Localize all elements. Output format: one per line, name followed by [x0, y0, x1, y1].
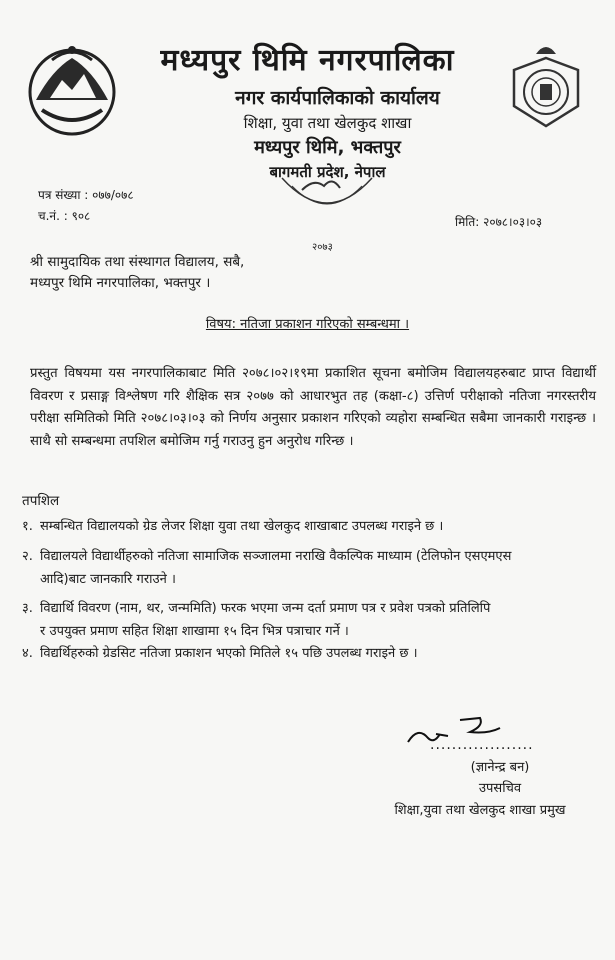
- location-line: मध्यपुर थिमि, भक्तपुर: [254, 137, 401, 158]
- municipality-title: मध्यपुर थिमि नगरपालिका: [160, 43, 455, 78]
- recipient-line-1: श्री सामुदायिक तथा संस्थागत विद्यालय, सबै,: [30, 254, 245, 270]
- item-number: २.: [22, 549, 33, 564]
- signature-dots: ...................: [430, 737, 534, 753]
- item-number: १.: [22, 519, 33, 534]
- office-stamp: [262, 168, 392, 256]
- item-text-continued: र उपयुक्त प्रमाण सहित शिक्षा शाखामा १५ दिन भित्र पत्राचार गर्ने ।: [40, 624, 349, 639]
- item-text: विद्यार्थि विवरण (नाम, थर, जन्ममिति) फरक भएमा जन्म दर्ता प्रमाण पत्र र प्रवेश पत्रको प्रतिलिपि: [40, 601, 491, 616]
- body-paragraph: प्रस्तुत विषयमा यस नगरपालिकाबाट मिति २०७८।०२।१९मा प्रकाशित सूचना बमोजिम विद्यालयहरुबाट प्राप्त विद्यार्थी विवरण र प्रसाङ्ग विश्लेषण गरि शैक्षिक सत्र २०७७ को आधारभुत तह (कक्षा-८) उत्तिर्ण परीक्षाको नतिजा नगरस्तरीय परीक्षा समितिको मिति २०७८।०३।०३ को निर्णय अनुसार प्रकाशन गरिएको व्यहोरा सम्बन्धित सबैमा जानकारी गराइन्छ । साथै सो सम्बन्धमा तपशिल बमोजिम गर्नु गराउनु हुन अनुरोध गरिन्छ ।: [30, 366, 596, 449]
- list-item: [22, 545, 600, 591]
- list-item: [22, 515, 600, 538]
- list-item: [22, 597, 600, 643]
- chalani-number: च.नं. : ९०८: [38, 209, 91, 223]
- tapsil-label: तपशिल: [22, 493, 60, 509]
- subject-line: विषय: नतिजा प्रकाशन गरिएको सम्बन्धमा ।: [205, 317, 410, 332]
- stamp-year: २०७३: [312, 242, 333, 253]
- item-text: विद्यालयले विद्यार्थीहरुको नतिजा सामाजिक सञ्जालमा नराखि वैकल्पिक माध्याम (टेलिफोन एसएमएस: [40, 549, 512, 564]
- item-number: ३.: [22, 601, 33, 616]
- signatory-designation: उपसचिव: [478, 781, 522, 796]
- section-name: शिक्षा, युवा तथा खेलकुद शाखा: [243, 114, 412, 132]
- item-text: विद्यर्थिहरुको ग्रेडसिट नतिजा प्रकाशन भएको मितिले १५ पछि उपलब्ध गराइने छ ।: [40, 646, 418, 661]
- item-number: ४.: [22, 646, 33, 661]
- list-item: [22, 642, 600, 665]
- recipient-line-2: मध्यपुर थिमि नगरपालिका, भक्तपुर ।: [30, 275, 211, 291]
- office-name: नगर कार्यपालिकाको कार्यालय: [235, 87, 440, 109]
- signatory-name: (ज्ञानेन्द्र बन): [470, 760, 530, 775]
- item-text: सम्बन्धित विद्यालयको ग्रेड लेजर शिक्षा युवा तथा खेलकुद शाखाबाट उपलब्ध गराइने छ ।: [40, 519, 444, 534]
- patra-sankhya: पत्र संख्या : ०७७/०७८: [38, 188, 134, 202]
- province-line: बागमती प्रदेश, नेपाल: [269, 163, 386, 181]
- letter-date: मिति: २०७८।०३।०३: [455, 215, 543, 229]
- signatory-department: शिक्षा,युवा तथा खेलकुद शाखा प्रमुख: [394, 803, 566, 818]
- item-text-continued: आदि)बाट जानकारि गराउने ।: [40, 572, 176, 587]
